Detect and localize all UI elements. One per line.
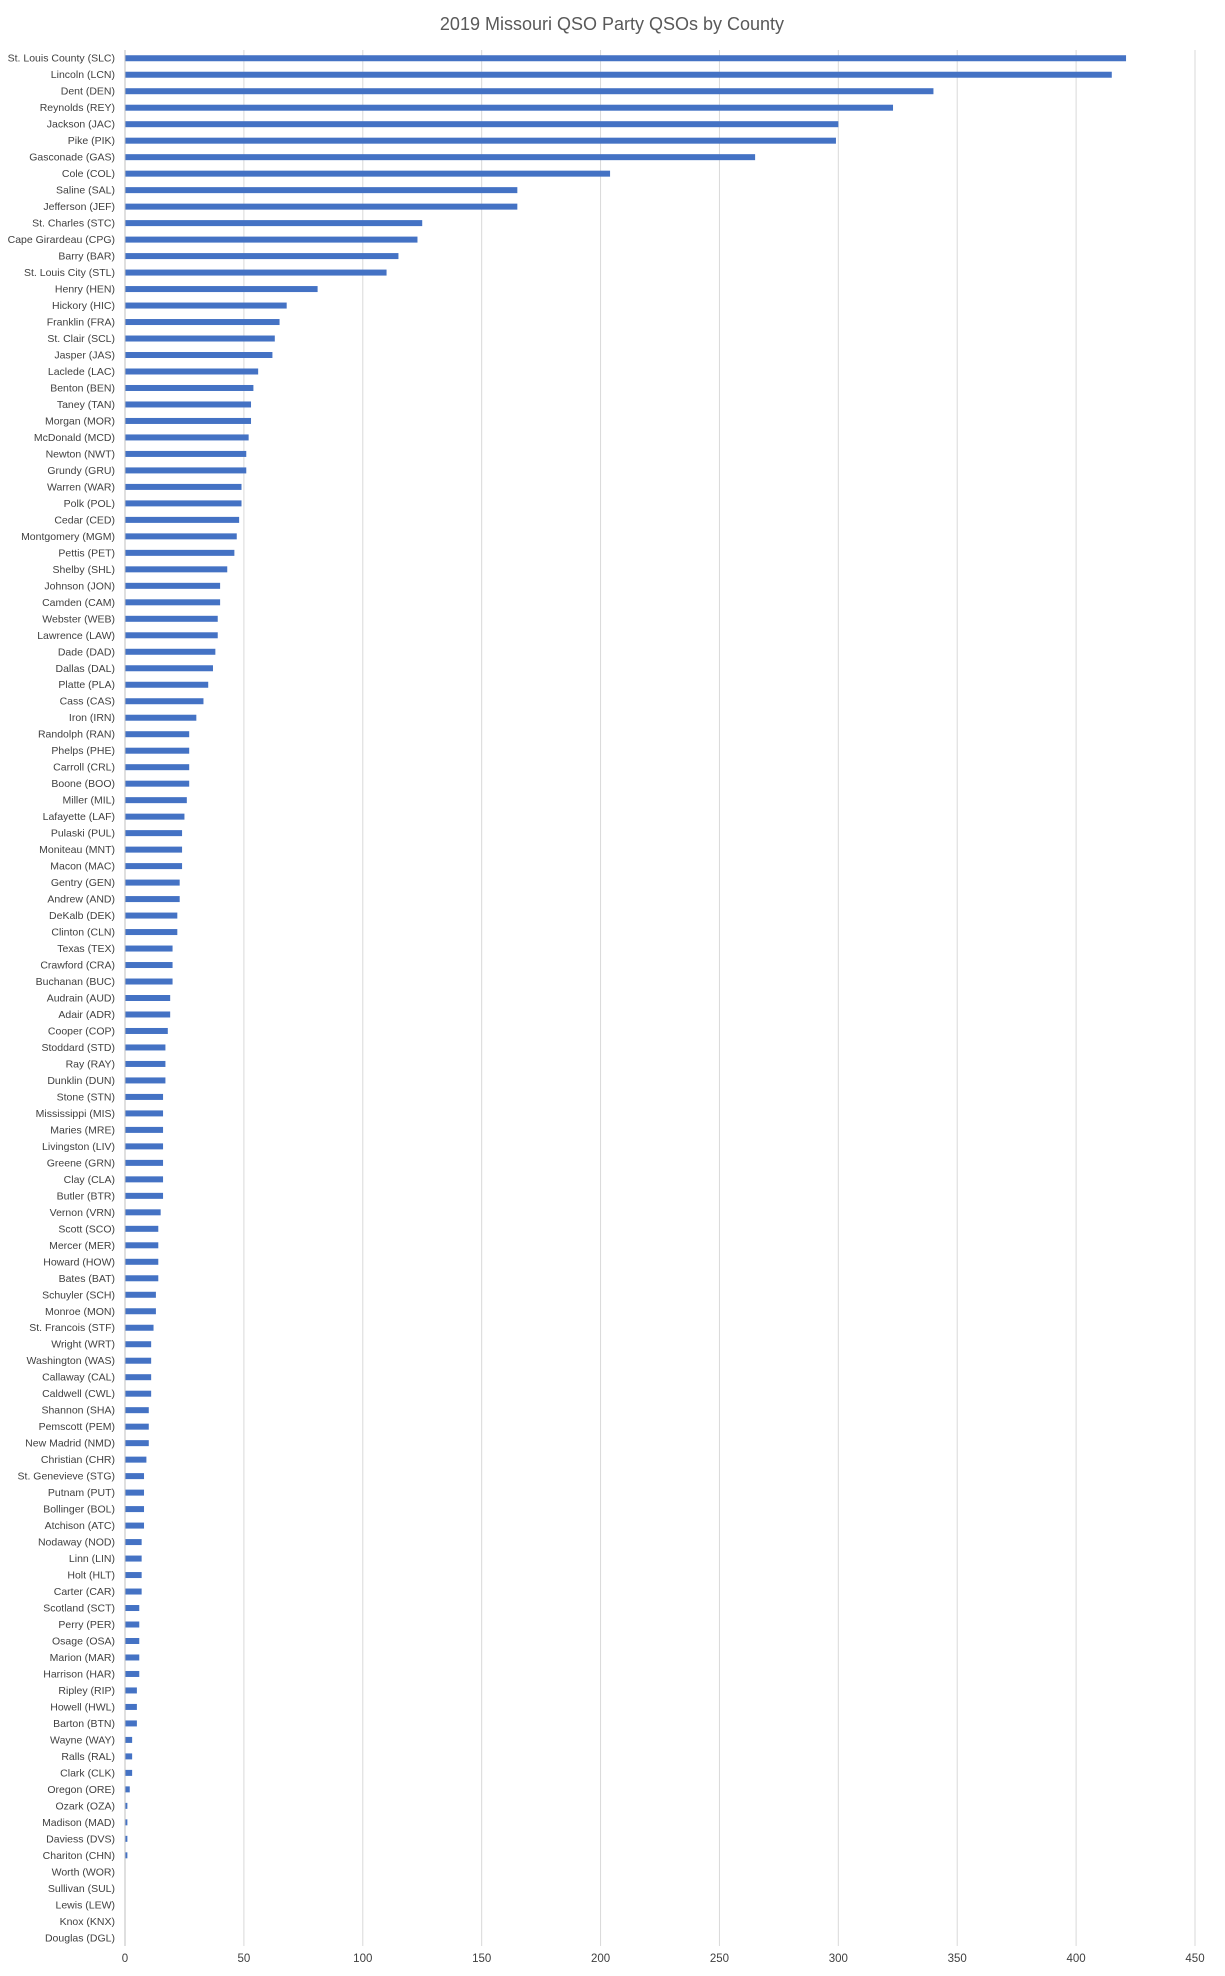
bar bbox=[125, 1473, 144, 1479]
bar bbox=[125, 55, 1126, 61]
category-label: Jackson (JAC) bbox=[46, 118, 115, 131]
bar bbox=[125, 1457, 146, 1463]
category-label: Barton (BTN) bbox=[53, 1717, 115, 1730]
category-label: Taney (TAN) bbox=[56, 398, 115, 411]
bar bbox=[125, 863, 182, 869]
category-label: Ralls (RAL) bbox=[61, 1750, 115, 1763]
bar bbox=[125, 121, 838, 127]
category-label: Carroll (CRL) bbox=[53, 761, 115, 774]
category-label: Marion (MAR) bbox=[49, 1651, 115, 1664]
category-label: Barry (BAR) bbox=[58, 250, 115, 263]
bar bbox=[125, 1061, 165, 1067]
category-label: Stoddard (STD) bbox=[41, 1041, 115, 1054]
category-label: Monroe (MON) bbox=[44, 1305, 115, 1318]
bar bbox=[125, 1638, 139, 1644]
bar bbox=[125, 1209, 161, 1215]
category-label: Franklin (FRA) bbox=[46, 316, 115, 329]
bar bbox=[125, 401, 251, 407]
bar bbox=[125, 1226, 158, 1232]
category-label: Platte (PLA) bbox=[58, 679, 115, 692]
bar bbox=[125, 1341, 151, 1347]
bar bbox=[125, 1358, 151, 1364]
bar bbox=[125, 154, 755, 160]
bar bbox=[125, 467, 246, 473]
category-label: Clark (CLK) bbox=[60, 1767, 115, 1780]
category-label: Bollinger (BOL) bbox=[43, 1503, 115, 1516]
bar bbox=[125, 781, 189, 787]
category-label: Benton (BEN) bbox=[50, 382, 115, 395]
category-label: Camden (CAM) bbox=[42, 596, 115, 609]
category-label: Macon (MAC) bbox=[50, 860, 115, 873]
category-label: Montgomery (MGM) bbox=[21, 530, 115, 543]
category-label: Scott (SCO) bbox=[58, 1223, 115, 1236]
category-label: Shannon (SHA) bbox=[41, 1404, 115, 1417]
bar bbox=[125, 1622, 139, 1628]
chart-title: 2019 Missouri QSO Party QSOs by County bbox=[439, 14, 785, 34]
x-tick-label: 0 bbox=[121, 1953, 129, 1965]
bar bbox=[125, 830, 182, 836]
bar bbox=[125, 237, 417, 243]
category-label: St. Clair (SCL) bbox=[47, 333, 115, 346]
category-label: Pulaski (PUL) bbox=[50, 827, 115, 840]
category-label: Adair (ADR) bbox=[58, 1008, 115, 1021]
bar bbox=[125, 1275, 158, 1281]
category-label: Wayne (WAY) bbox=[50, 1734, 115, 1747]
bar bbox=[125, 979, 173, 985]
bar bbox=[125, 1077, 165, 1083]
bar bbox=[125, 550, 234, 556]
bars bbox=[125, 55, 1126, 1858]
bar bbox=[125, 286, 318, 292]
category-label: Dunklin (DUN) bbox=[47, 1074, 115, 1087]
bar bbox=[125, 682, 208, 688]
category-label: Worth (WOR) bbox=[51, 1866, 115, 1879]
bar bbox=[125, 368, 258, 374]
bar bbox=[125, 583, 220, 589]
category-label: Callaway (CAL) bbox=[42, 1371, 115, 1384]
bar bbox=[125, 451, 246, 457]
bar bbox=[125, 1671, 139, 1677]
category-label: Ripley (RIP) bbox=[58, 1684, 115, 1697]
bar bbox=[125, 1407, 149, 1413]
bar bbox=[125, 896, 180, 902]
bar bbox=[125, 1737, 132, 1743]
category-label: Oregon (ORE) bbox=[47, 1783, 115, 1796]
category-label: Andrew (AND) bbox=[47, 893, 115, 906]
category-label: Reynolds (REY) bbox=[39, 102, 115, 115]
bar bbox=[125, 616, 218, 622]
category-label: Livingston (LIV) bbox=[42, 1140, 115, 1153]
category-label: Howell (HWL) bbox=[50, 1701, 115, 1714]
bar bbox=[125, 1160, 163, 1166]
bar bbox=[125, 187, 517, 193]
bar bbox=[125, 270, 387, 276]
bar bbox=[125, 929, 177, 935]
bar bbox=[125, 434, 249, 440]
bar bbox=[125, 847, 182, 853]
bar bbox=[125, 1325, 154, 1331]
bar bbox=[125, 1127, 163, 1133]
bar bbox=[125, 1589, 142, 1595]
category-label: Jefferson (JEF) bbox=[43, 201, 115, 214]
bar bbox=[125, 1308, 156, 1314]
bar bbox=[125, 913, 177, 919]
category-label: Audrain (AUD) bbox=[46, 992, 115, 1005]
category-label: Hickory (HIC) bbox=[52, 300, 115, 313]
bar bbox=[125, 500, 242, 506]
category-label: Putnam (PUT) bbox=[47, 1487, 115, 1500]
x-tick-label: 400 bbox=[1066, 1953, 1086, 1965]
x-tick-label: 350 bbox=[947, 1953, 967, 1965]
category-label: Schuyler (SCH) bbox=[42, 1289, 115, 1302]
bar bbox=[125, 1605, 139, 1611]
category-label: Randolph (RAN) bbox=[37, 728, 115, 741]
bar bbox=[125, 253, 398, 259]
bar bbox=[125, 797, 187, 803]
category-label: DeKalb (DEK) bbox=[49, 910, 115, 923]
category-label: Webster (WEB) bbox=[42, 613, 115, 626]
bar bbox=[125, 599, 220, 605]
x-tick-label: 450 bbox=[1185, 1953, 1205, 1965]
bar bbox=[125, 1704, 137, 1710]
category-label: Vernon (VRN) bbox=[49, 1206, 115, 1219]
bar bbox=[125, 649, 215, 655]
bar bbox=[125, 1391, 151, 1397]
category-label: Stone (STN) bbox=[56, 1091, 115, 1104]
bar bbox=[125, 764, 189, 770]
category-label: Bates (BAT) bbox=[58, 1272, 115, 1285]
bar bbox=[125, 1654, 139, 1660]
x-tick-label: 300 bbox=[828, 1953, 848, 1965]
category-label: Lewis (LEW) bbox=[55, 1899, 115, 1912]
category-label: Christian (CHR) bbox=[40, 1454, 115, 1467]
bar bbox=[125, 1687, 137, 1693]
category-label: Buchanan (BUC) bbox=[35, 976, 115, 989]
category-label: Crawford (CRA) bbox=[40, 959, 115, 972]
bar bbox=[125, 1506, 144, 1512]
bar bbox=[125, 1193, 163, 1199]
bar bbox=[125, 88, 933, 94]
category-label: St. Charles (STC) bbox=[32, 217, 115, 230]
category-label: Clay (CLA) bbox=[63, 1173, 115, 1186]
bar bbox=[125, 880, 180, 886]
category-label: Chariton (CHN) bbox=[42, 1849, 115, 1862]
bar bbox=[125, 385, 253, 391]
category-label: Cooper (COP) bbox=[47, 1025, 115, 1038]
category-label: Wright (WRT) bbox=[51, 1338, 115, 1351]
category-label: Osage (OSA) bbox=[51, 1635, 115, 1648]
category-label: Ray (RAY) bbox=[65, 1058, 115, 1071]
bar bbox=[125, 418, 251, 424]
category-label: Pike (PIK) bbox=[67, 135, 115, 148]
bar bbox=[125, 1490, 144, 1496]
x-tick-label: 150 bbox=[472, 1953, 492, 1965]
category-label: Shelby (SHL) bbox=[52, 563, 115, 576]
category-label: Newton (NWT) bbox=[45, 448, 115, 461]
category-label: Dade (DAD) bbox=[57, 646, 115, 659]
bar bbox=[125, 632, 218, 638]
x-tick-label: 200 bbox=[590, 1953, 611, 1965]
bar bbox=[125, 1556, 142, 1562]
category-label: Phelps (PHE) bbox=[51, 745, 115, 758]
bar bbox=[125, 319, 280, 325]
bar bbox=[125, 1259, 158, 1265]
category-label: St. Francois (STF) bbox=[29, 1322, 115, 1335]
category-label: McDonald (MCD) bbox=[33, 431, 115, 444]
bar bbox=[125, 1044, 165, 1050]
x-tick-label: 50 bbox=[237, 1953, 251, 1965]
category-label: Mississippi (MIS) bbox=[35, 1107, 115, 1120]
bar bbox=[125, 533, 237, 539]
x-axis-tick-labels bbox=[122, 1953, 1205, 1965]
bar bbox=[125, 962, 173, 968]
category-label: Texas (TEX) bbox=[57, 943, 115, 956]
bar bbox=[125, 336, 275, 342]
bar bbox=[125, 731, 189, 737]
category-label: Moniteau (MNT) bbox=[39, 844, 115, 857]
bar bbox=[125, 1011, 170, 1017]
bar bbox=[125, 1143, 163, 1149]
category-label: Sullivan (SUL) bbox=[47, 1882, 115, 1895]
bar bbox=[125, 72, 1112, 78]
bar bbox=[125, 1110, 163, 1116]
category-label: Nodaway (NOD) bbox=[37, 1536, 115, 1549]
category-label: Caldwell (CWL) bbox=[42, 1388, 115, 1401]
bar bbox=[125, 1572, 142, 1578]
bar bbox=[125, 1424, 149, 1430]
x-tick-label: 250 bbox=[709, 1953, 730, 1965]
bar bbox=[125, 1242, 158, 1248]
category-label: Greene (GRN) bbox=[46, 1157, 115, 1170]
category-label: Warren (WAR) bbox=[46, 481, 115, 494]
category-label: Jasper (JAS) bbox=[54, 349, 115, 362]
category-label: Butler (BTR) bbox=[56, 1190, 115, 1203]
bar bbox=[125, 1176, 163, 1182]
category-label: Saline (SAL) bbox=[56, 184, 115, 197]
bar bbox=[125, 665, 213, 671]
bar bbox=[125, 1094, 163, 1100]
bar bbox=[125, 566, 227, 572]
bar bbox=[125, 1770, 132, 1776]
category-labels bbox=[8, 53, 115, 1945]
category-label: Miller (MIL) bbox=[62, 794, 115, 807]
bar bbox=[125, 748, 189, 754]
category-label: Madison (MAD) bbox=[42, 1816, 115, 1829]
category-label: St. Louis County (SLC) bbox=[7, 52, 115, 65]
category-label: Cole (COL) bbox=[61, 168, 115, 181]
category-label: Holt (HLT) bbox=[67, 1569, 115, 1582]
bar bbox=[125, 946, 173, 952]
bar bbox=[125, 105, 893, 111]
category-label: Polk (POL) bbox=[63, 497, 115, 510]
category-label: Grundy (GRU) bbox=[47, 464, 115, 477]
category-label: Knox (KNX) bbox=[59, 1915, 115, 1928]
category-label: Lincoln (LCN) bbox=[50, 69, 115, 82]
category-label: Linn (LIN) bbox=[68, 1553, 115, 1566]
category-label: Henry (HEN) bbox=[54, 283, 115, 296]
category-label: St. Genevieve (STG) bbox=[17, 1470, 115, 1483]
category-label: Pemscott (PEM) bbox=[38, 1421, 115, 1434]
category-label: Pettis (PET) bbox=[58, 547, 115, 560]
category-label: Iron (IRN) bbox=[68, 712, 115, 725]
bar bbox=[125, 698, 203, 704]
category-label: Lafayette (LAF) bbox=[42, 811, 115, 824]
category-label: Daviess (DVS) bbox=[46, 1833, 115, 1846]
bar bbox=[125, 204, 517, 210]
category-label: Boone (BOO) bbox=[51, 778, 115, 791]
category-label: Laclede (LAC) bbox=[47, 365, 115, 378]
bar bbox=[125, 1720, 137, 1726]
category-label: Ozark (OZA) bbox=[55, 1800, 115, 1813]
category-label: Dallas (DAL) bbox=[55, 662, 115, 675]
category-label: Gasconade (GAS) bbox=[29, 151, 115, 164]
bar bbox=[125, 1440, 149, 1446]
x-tick-label: 100 bbox=[353, 1953, 373, 1965]
category-label: Lawrence (LAW) bbox=[37, 629, 115, 642]
category-label: Atchison (ATC) bbox=[44, 1520, 115, 1533]
bar bbox=[125, 352, 272, 358]
category-label: Perry (PER) bbox=[58, 1619, 115, 1632]
bar bbox=[125, 1753, 132, 1759]
bar bbox=[125, 1786, 130, 1792]
bar bbox=[125, 1374, 151, 1380]
category-label: Johnson (JON) bbox=[44, 580, 115, 593]
bar bbox=[125, 1539, 142, 1545]
category-label: Washington (WAS) bbox=[26, 1355, 115, 1368]
bar bbox=[125, 303, 287, 309]
category-label: Dent (DEN) bbox=[60, 85, 115, 98]
category-label: Carter (CAR) bbox=[53, 1586, 115, 1599]
category-label: Gentry (GEN) bbox=[50, 877, 115, 890]
bar bbox=[125, 1523, 144, 1529]
bar bbox=[125, 220, 422, 226]
category-label: New Madrid (NMD) bbox=[25, 1437, 115, 1450]
category-label: Scotland (SCT) bbox=[43, 1602, 115, 1615]
category-label: Harrison (HAR) bbox=[43, 1668, 115, 1681]
category-label: Cass (CAS) bbox=[59, 695, 115, 708]
bar bbox=[125, 484, 242, 490]
category-label: Howard (HOW) bbox=[43, 1256, 115, 1269]
category-label: Douglas (DGL) bbox=[44, 1932, 115, 1945]
category-label: Cape Girardeau (CPG) bbox=[7, 234, 115, 247]
category-label: St. Louis City (STL) bbox=[23, 267, 115, 280]
bar bbox=[125, 138, 836, 144]
bar bbox=[125, 715, 196, 721]
bar bbox=[125, 171, 610, 177]
gridlines bbox=[244, 50, 1195, 1946]
bar bbox=[125, 814, 184, 820]
category-label: Clinton (CLN) bbox=[51, 926, 115, 939]
category-label: Morgan (MOR) bbox=[44, 415, 115, 428]
bar bbox=[125, 1028, 168, 1034]
category-label: Cedar (CED) bbox=[54, 514, 115, 527]
category-label: Maries (MRE) bbox=[50, 1124, 115, 1137]
bar bbox=[125, 995, 170, 1001]
bar bbox=[125, 1292, 156, 1298]
category-label: Mercer (MER) bbox=[49, 1239, 115, 1252]
bar bbox=[125, 517, 239, 523]
